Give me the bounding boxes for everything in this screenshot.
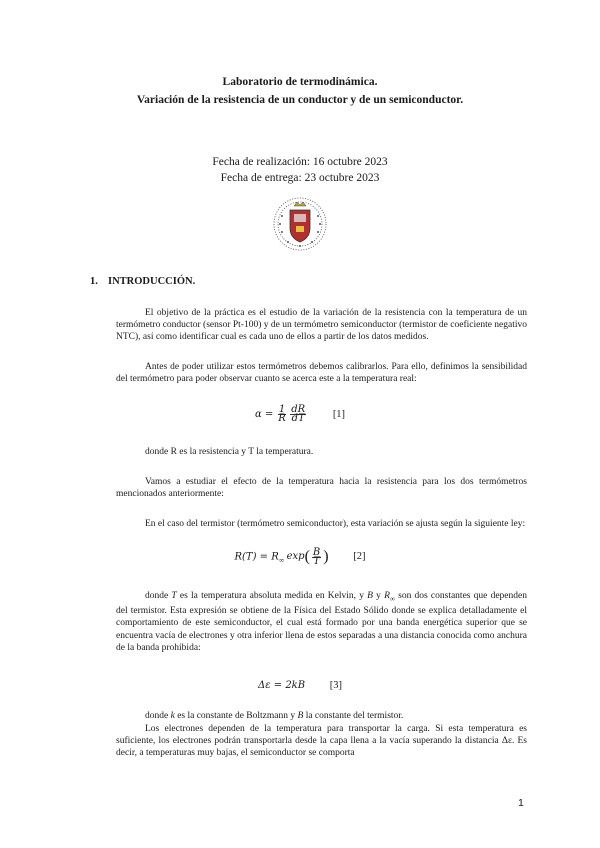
eq2-exp: exp [286,551,305,563]
eq2-fraction: $\frac{B}{T}$ [312,546,321,567]
equation-2: $R(T) = R_\infty$ exp( $\frac{B}{T}$ ) [2] [234,546,366,567]
section-title: INTRODUCCIÓN. [108,276,196,287]
fecha-entrega: Fecha de entrega: 23 octubre 2023 [220,172,380,184]
paragraph-termistor: En el caso del termistor (termómetro semiconductor), esta variación se ajusta según la siguiente ley: [145,519,526,529]
eq1-fraction-b: $\frac{dR}{dT}$ [291,404,306,424]
paragraph-constantes-termistor: donde T es la temperatura absoluta medida en Kelvin, y B y $R_\infty$ son dos constantes que dependen del termistor. Esta expresión se obtiene de la Física del Estado Sólido donde se explica detalladamente el comportamiento de este semiconductor, el cual está formado por una banda energética superior que se encuentra vacía de electrones y otra inferior llena de estos separadas a una distancia conocida como anchura de la banda prohibida: [116,591,527,653]
page-number: 1 [518,797,524,809]
document-title-line-1: Laboratorio de termodinámica. [222,76,378,88]
university-crest-icon [268,196,332,252]
eq1-tag: [1] [332,408,346,420]
eq2-subscript: ∞ [278,556,285,565]
section-heading [90,276,195,287]
eq3-tag: [3] [329,680,342,691]
eq1-fraction-a: $\frac{1}{R}$ [278,404,286,424]
section-number: 1. [90,276,98,287]
paragraph-constante-boltzmann: donde k es la constante de Boltzmann y B la constante del termistor. [145,711,404,721]
eq1-lhs: α = [254,408,274,420]
eq2-lhs: R(T) = R [234,551,279,563]
paragraph-electrones: Los electrones dependen de la temperatura para transportar la carga. Si esta temperatura es suficiente, los electrones podrán transportarla desde la capa llena a la vacía superando la distancia Δε. Es decir, a temperaturas muy bajas, el semiconductor se comporta [116,724,527,759]
paragraph-efecto-temperatura: Vamos a estudiar el efecto de la temperatura hacia la resistencia para los dos termómetros mencionados anteriormente: [116,477,527,500]
equation-1 [0,406,600,423]
eq2-tag: [2] [353,551,366,563]
paragraph-definicion-r-t: donde R es la resistencia y T la temperatura. [145,447,314,457]
equation-3 [0,680,600,691]
document-title-line-2: Variación de la resistencia de un conductor y de un semiconductor. [136,94,464,106]
fecha-realizacion: Fecha de realización: 16 octubre 2023 [212,156,388,168]
paragraph-objetivo: El objetivo de la práctica es el estudio de la variación de la resistencia con la temperatura de un termómetro conductor (sensor Pt-100) y de un termómetro semiconductor (termistor de coeficiente negativo NTC), así como identificar cual es cada uno de ellos a partir de los datos medidos. [116,308,528,343]
eq3-expression: Δε = 2kB [258,680,306,691]
paragraph-calibracion: Antes de poder utilizar estos termómetros debemos calibrarlos. Para ello, definimos la sensibilidad del termómetro para poder observar cuanto se acerca este a la temperatura real: [116,362,527,385]
